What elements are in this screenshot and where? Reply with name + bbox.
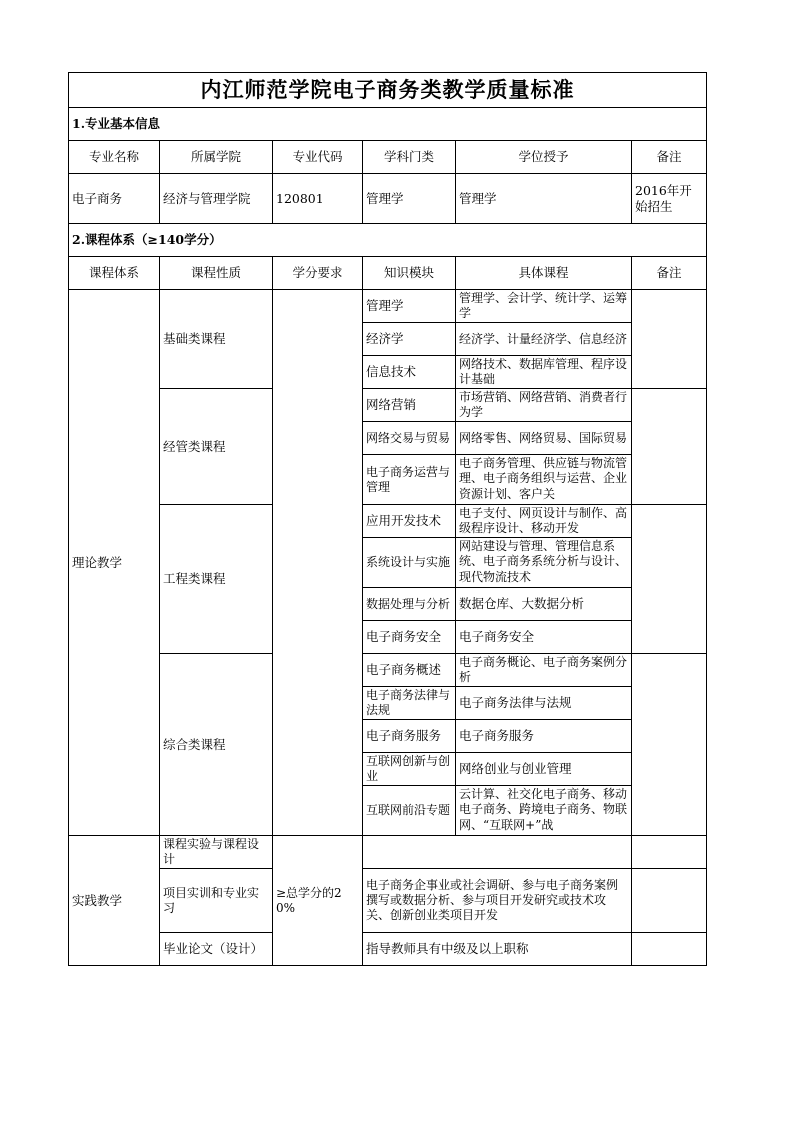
module-name: 管理学 (363, 290, 456, 323)
module-name: 信息技术 (363, 356, 456, 389)
module-courses: 网络创业与创业管理 (456, 753, 632, 786)
module-name: 互联网创新与创业 (363, 753, 456, 786)
header-discipline: 学科门类 (363, 141, 456, 174)
module-name: 网络交易与贸易 (363, 422, 456, 455)
module-courses: 经济学、计量经济学、信息经济 (456, 323, 632, 356)
header-curriculum-system: 课程体系 (69, 257, 160, 290)
category-management: 经管类课程 (160, 389, 273, 505)
header-credit-requirement: 学分要求 (273, 257, 363, 290)
header-remarks: 备注 (632, 141, 707, 174)
section-basic-info-label: 1.专业基本信息 (69, 108, 707, 141)
module-name: 系统设计与实施 (363, 538, 456, 588)
module-courses: 电子商务管理、供应链与物流管理、电子商务组织与运营、企业资源计划、客户关 (456, 455, 632, 505)
module-courses: 数据仓库、大数据分析 (456, 588, 632, 621)
module-name: 互联网前沿专题 (363, 786, 456, 836)
basic-remarks-cell (632, 290, 707, 389)
practice-item-experiments: 课程实验与课程设计 (160, 836, 273, 869)
module-courses: 管理学、会计学、统计学、运筹学 (456, 290, 632, 323)
header-major-name: 专业名称 (69, 141, 160, 174)
module-courses: 市场营销、网络营销、消费者行为学 (456, 389, 632, 422)
module-name: 电子商务法律与法规 (363, 687, 456, 720)
module-name: 电子商务运营与管理 (363, 455, 456, 505)
cell-major-code: 120801 (273, 174, 363, 224)
module-name: 应用开发技术 (363, 505, 456, 538)
practice-item-internship: 项目实训和专业实习 (160, 869, 273, 933)
module-name: 电子商务安全 (363, 621, 456, 654)
header-degree: 学位授予 (456, 141, 632, 174)
section-curriculum-label: 2.课程体系（≥140学分） (69, 224, 707, 257)
thesis-requirement: 指导教师具有中级及以上职称 (363, 933, 632, 966)
module-name: 经济学 (363, 323, 456, 356)
category-comprehensive: 综合类课程 (160, 654, 273, 836)
module-name: 电子商务服务 (363, 720, 456, 753)
theory-credit-cell (273, 290, 363, 836)
theory-teaching-label: 理论教学 (69, 290, 160, 836)
document-title: 内江师范学院电子商务类教学质量标准 (69, 73, 707, 108)
practice-credit-requirement: ≥总学分的20% (273, 836, 363, 966)
module-courses: 云计算、社交化电子商务、移动电子商务、跨境电子商务、物联网、“互联网+”战 (456, 786, 632, 836)
practice-teaching-label: 实践教学 (69, 836, 160, 966)
experiments-detail-cell (363, 836, 632, 869)
module-courses: 电子支付、网页设计与制作、高级程序设计、移动开发 (456, 505, 632, 538)
quality-standard-table (68, 72, 707, 966)
category-engineering: 工程类课程 (160, 505, 273, 654)
cell-major-name: 电子商务 (69, 174, 160, 224)
module-courses: 网站建设与管理、管理信息系统、电子商务系统分析与设计、现代物流技术 (456, 538, 632, 588)
cell-discipline: 管理学 (363, 174, 456, 224)
module-courses: 电子商务法律与法规 (456, 687, 632, 720)
management-remarks-cell (632, 389, 707, 505)
header-college: 所属学院 (160, 141, 273, 174)
cell-college: 经济与管理学院 (160, 174, 273, 224)
comprehensive-remarks-cell (632, 654, 707, 836)
internship-remarks-cell (632, 869, 707, 933)
practice-description: 电子商务企事业或社会调研、参与电子商务案例撰写或数据分析、参与项目开发研究或技术攻关、创新创业类项目开发 (363, 869, 632, 933)
module-name: 电子商务概述 (363, 654, 456, 687)
header-knowledge-module: 知识模块 (363, 257, 456, 290)
engineering-remarks-cell (632, 505, 707, 654)
category-basic: 基础类课程 (160, 290, 273, 389)
module-courses: 电子商务服务 (456, 720, 632, 753)
cell-remarks: 2016年开始招生 (632, 174, 707, 224)
header-course-nature: 课程性质 (160, 257, 273, 290)
module-name: 数据处理与分析 (363, 588, 456, 621)
module-courses: 电子商务概论、电子商务案例分析 (456, 654, 632, 687)
header-specific-courses: 具体课程 (456, 257, 632, 290)
module-name: 网络营销 (363, 389, 456, 422)
header-remarks-2: 备注 (632, 257, 707, 290)
practice-item-thesis: 毕业论文（设计） (160, 933, 273, 966)
module-courses: 网络零售、网络贸易、国际贸易 (456, 422, 632, 455)
thesis-remarks-cell (632, 933, 707, 966)
module-courses: 网络技术、数据库管理、程序设计基础 (456, 356, 632, 389)
experiments-remarks-cell (632, 836, 707, 869)
module-courses: 电子商务安全 (456, 621, 632, 654)
cell-degree: 管理学 (456, 174, 632, 224)
header-major-code: 专业代码 (273, 141, 363, 174)
